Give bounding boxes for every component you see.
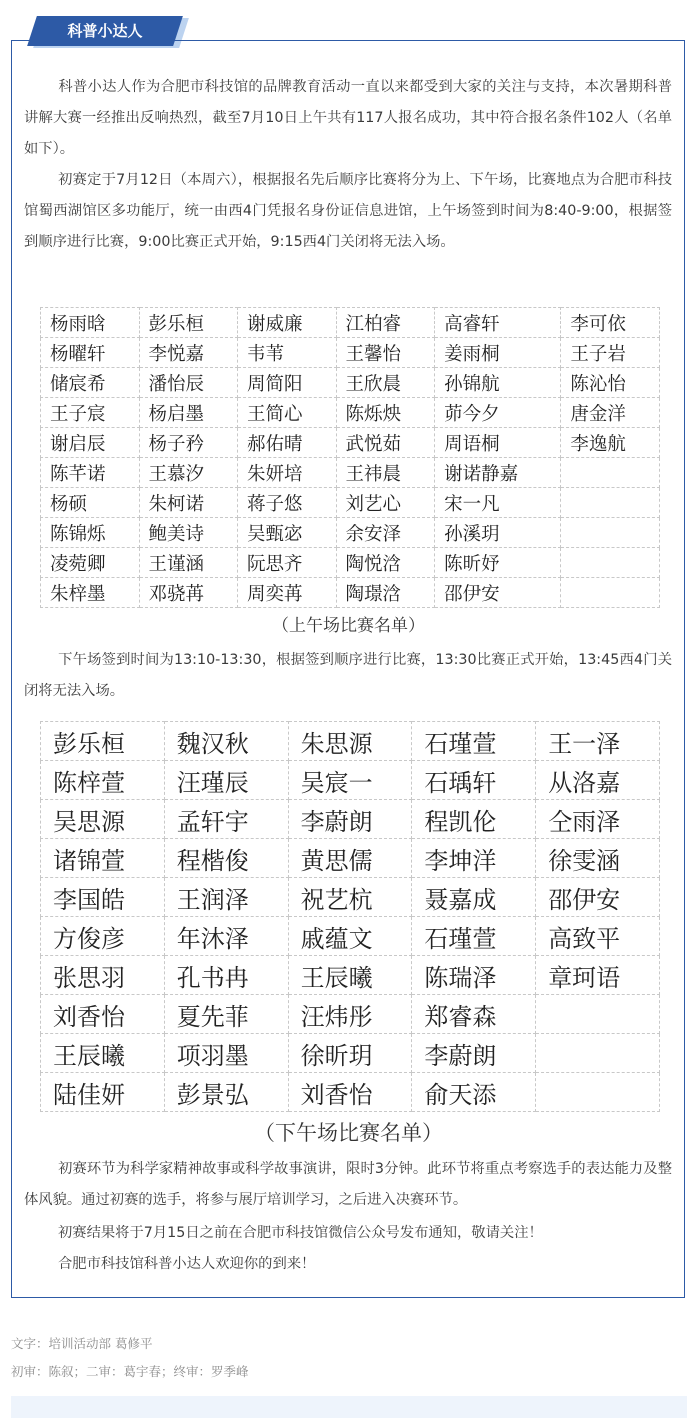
- name-cell: 聂嘉成: [412, 878, 536, 917]
- name-cell: 陈锦烁: [41, 518, 140, 548]
- table-row: [41, 839, 660, 878]
- name-cell: 石瑀轩: [412, 761, 536, 800]
- table-row: [41, 800, 660, 839]
- name-cell: 陈沁怡: [561, 368, 660, 398]
- name-cell: 汪瑾辰: [164, 761, 288, 800]
- credits-review: 初审：陈叙；二审：葛宇春；终审：罗季峰: [11, 1364, 249, 1379]
- name-cell: 汪炜彤: [288, 995, 412, 1034]
- name-cell: [561, 458, 660, 488]
- name-cell: 邵伊安: [536, 878, 660, 917]
- name-cell: 石瑾萱: [412, 722, 536, 761]
- name-cell: 李悦嘉: [139, 338, 238, 368]
- name-cell: 项羽墨: [164, 1034, 288, 1073]
- closing-text-3: 合肥市科技馆科普小达人欢迎你的到来！: [58, 1256, 316, 1272]
- closing-paragraph-2: [24, 1218, 672, 1249]
- name-cell: 刘香怡: [41, 995, 165, 1034]
- name-cell: [561, 518, 660, 548]
- name-cell: 朱思源: [288, 722, 412, 761]
- name-cell: 年沐泽: [164, 917, 288, 956]
- morning-name-table: [40, 307, 660, 608]
- name-cell: 陈昕妤: [435, 548, 561, 578]
- name-cell: 王辰曦: [288, 956, 412, 995]
- name-cell: 李国皓: [41, 878, 165, 917]
- name-cell: 张思羽: [41, 956, 165, 995]
- name-cell: 高致平: [536, 917, 660, 956]
- closing-text-2: 初赛结果将于7月15日之前在合肥市科技馆微信公众号发布通知，敬请关注！: [58, 1225, 543, 1241]
- name-cell: 姜雨桐: [435, 338, 561, 368]
- name-cell: 陈芊诺: [41, 458, 140, 488]
- name-cell: 程楷俊: [164, 839, 288, 878]
- name-cell: 吴甄宓: [238, 518, 337, 548]
- name-cell: 阮思齐: [238, 548, 337, 578]
- intro-paragraph-1: [24, 72, 672, 165]
- name-cell: 程凯伦: [412, 800, 536, 839]
- name-cell: 徐雯涵: [536, 839, 660, 878]
- name-cell: 蒋子悠: [238, 488, 337, 518]
- name-cell: 周简阳: [238, 368, 337, 398]
- name-cell: 周奕苒: [238, 578, 337, 608]
- afternoon-caption: （下午场比赛名单）: [254, 1121, 443, 1145]
- name-cell: 俞天添: [412, 1073, 536, 1112]
- afternoon-text: 下午场签到时间为13:10-13:30，根据签到顺序进行比赛，13:30比赛正式开始，13:45西4门关闭将无法入场。: [24, 652, 672, 699]
- name-cell: 魏汉秋: [164, 722, 288, 761]
- name-cell: 王子岩: [561, 338, 660, 368]
- name-cell: 杨曜轩: [41, 338, 140, 368]
- name-cell: 石瑾萱: [412, 917, 536, 956]
- name-cell: 陈瑞泽: [412, 956, 536, 995]
- name-cell: [561, 548, 660, 578]
- name-cell: 郑睿森: [412, 995, 536, 1034]
- bottom-bar: [11, 1396, 687, 1418]
- name-cell: 杨启墨: [139, 398, 238, 428]
- name-cell: 余安泽: [336, 518, 435, 548]
- name-cell: 朱梓墨: [41, 578, 140, 608]
- table-row: [41, 917, 660, 956]
- name-cell: 王谨涵: [139, 548, 238, 578]
- table-row: [41, 488, 660, 518]
- name-cell: 韦苇: [238, 338, 337, 368]
- name-cell: 朱柯诺: [139, 488, 238, 518]
- name-cell: 王润泽: [164, 878, 288, 917]
- name-cell: 王一泽: [536, 722, 660, 761]
- name-cell: 吴宸一: [288, 761, 412, 800]
- name-cell: 李坤洋: [412, 839, 536, 878]
- name-cell: [536, 1073, 660, 1112]
- table-row: [41, 548, 660, 578]
- name-cell: 章珂语: [536, 956, 660, 995]
- intro-paragraph-2: [24, 165, 672, 258]
- name-cell: 宋一凡: [435, 488, 561, 518]
- name-cell: 李可依: [561, 308, 660, 338]
- name-cell: 祝艺杭: [288, 878, 412, 917]
- name-cell: 吴思源: [41, 800, 165, 839]
- afternoon-paragraph: [24, 645, 672, 707]
- name-cell: 鲍美诗: [139, 518, 238, 548]
- table-row: [41, 1034, 660, 1073]
- table-row: [41, 1073, 660, 1112]
- name-cell: 王简心: [238, 398, 337, 428]
- closing-text-1: 初赛环节为科学家精神故事或科学故事演讲，限时3分钟。此环节将重点考察选手的表达能力及整体风貌。通过初赛的选手，将参与展厅培训学习，之后进入决赛环节。: [24, 1161, 672, 1208]
- name-cell: 陈梓萱: [41, 761, 165, 800]
- name-cell: 王慕汐: [139, 458, 238, 488]
- name-cell: 谢诺静嘉: [435, 458, 561, 488]
- morning-caption: （上午场比赛名单）: [272, 616, 425, 636]
- table-row: [41, 338, 660, 368]
- name-cell: 彭景弘: [164, 1073, 288, 1112]
- name-cell: 杨雨晗: [41, 308, 140, 338]
- name-cell: 凌菀卿: [41, 548, 140, 578]
- name-cell: 江柏睿: [336, 308, 435, 338]
- name-cell: 茆今夕: [435, 398, 561, 428]
- name-cell: 从洛嘉: [536, 761, 660, 800]
- name-cell: 刘艺心: [336, 488, 435, 518]
- name-cell: 陈烁炴: [336, 398, 435, 428]
- name-cell: 孔书冉: [164, 956, 288, 995]
- table-row: [41, 308, 660, 338]
- name-cell: 高睿轩: [435, 308, 561, 338]
- name-cell: 王祎晨: [336, 458, 435, 488]
- name-cell: 李蔚朗: [288, 800, 412, 839]
- name-cell: [536, 995, 660, 1034]
- name-cell: 邓骁苒: [139, 578, 238, 608]
- afternoon-name-table: [40, 721, 660, 1112]
- name-cell: 杨硕: [41, 488, 140, 518]
- table-row: [41, 578, 660, 608]
- table-row: [41, 518, 660, 548]
- name-cell: 郝佑晴: [238, 428, 337, 458]
- name-cell: 孙锦航: [435, 368, 561, 398]
- name-cell: 王馨怡: [336, 338, 435, 368]
- name-cell: 仝雨泽: [536, 800, 660, 839]
- name-cell: 诸锦萱: [41, 839, 165, 878]
- name-cell: 徐昕玥: [288, 1034, 412, 1073]
- table-row: [41, 398, 660, 428]
- name-cell: 周语桐: [435, 428, 561, 458]
- name-cell: 彭乐桓: [139, 308, 238, 338]
- section-tag-label: 科普小达人: [67, 22, 143, 40]
- name-cell: 陶悦浛: [336, 548, 435, 578]
- name-cell: 刘香怡: [288, 1073, 412, 1112]
- name-cell: 戚蕴文: [288, 917, 412, 956]
- name-cell: [561, 578, 660, 608]
- table-row: [41, 368, 660, 398]
- name-cell: 谢威廉: [238, 308, 337, 338]
- name-cell: 李蔚朗: [412, 1034, 536, 1073]
- name-cell: [536, 1034, 660, 1073]
- name-cell: 方俊彦: [41, 917, 165, 956]
- table-row: [41, 428, 660, 458]
- closing-paragraph-1: [24, 1154, 672, 1216]
- name-cell: 王辰曦: [41, 1034, 165, 1073]
- table-row: [41, 722, 660, 761]
- table-row: [41, 458, 660, 488]
- name-cell: 潘怡辰: [139, 368, 238, 398]
- name-cell: [561, 488, 660, 518]
- credits-author: 文字：培训活动部 葛修平: [11, 1336, 153, 1351]
- intro-text-1: 科普小达人作为合肥市科技馆的品牌教育活动一直以来都受到大家的关注与支持，本次暑期科普讲解大赛一经推出反响热烈，截至7月10日上午共有117人报名成功，其中符合报名条件102人（名单如下）。: [24, 79, 672, 157]
- table-row: [41, 956, 660, 995]
- name-cell: 储宸希: [41, 368, 140, 398]
- intro-text-2: 初赛定于7月12日（本周六），根据报名先后顺序比赛将分为上、下午场，比赛地点为合肥市科技馆蜀西湖馆区多功能厅，统一由西4门凭报名身份证信息进馆，上午场签到时间为8:40-9:00，根据签到顺序进行比赛，9:00比赛正式开始，9:15西4门关闭将无法入场。: [24, 172, 672, 250]
- name-cell: 彭乐桓: [41, 722, 165, 761]
- table-row: [41, 878, 660, 917]
- table-row: [41, 761, 660, 800]
- name-cell: 武悦茹: [336, 428, 435, 458]
- name-cell: 李逸航: [561, 428, 660, 458]
- name-cell: 朱妍培: [238, 458, 337, 488]
- name-cell: 杨子矜: [139, 428, 238, 458]
- table-row: [41, 995, 660, 1034]
- name-cell: 陶璟浛: [336, 578, 435, 608]
- name-cell: 陆佳妍: [41, 1073, 165, 1112]
- name-cell: 谢启辰: [41, 428, 140, 458]
- name-cell: 王子宸: [41, 398, 140, 428]
- name-cell: 夏先菲: [164, 995, 288, 1034]
- name-cell: 王欣晨: [336, 368, 435, 398]
- closing-paragraph-3: [24, 1249, 672, 1280]
- name-cell: 黄思儒: [288, 839, 412, 878]
- name-cell: 孟轩宇: [164, 800, 288, 839]
- name-cell: 邵伊安: [435, 578, 561, 608]
- name-cell: 孙溪玥: [435, 518, 561, 548]
- name-cell: 唐金洋: [561, 398, 660, 428]
